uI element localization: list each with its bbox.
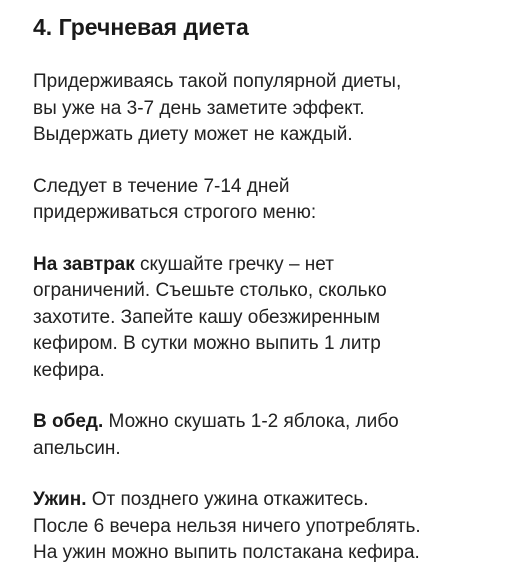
breakfast-first-line	[33, 252, 513, 279]
dinner-first-line	[33, 487, 513, 514]
breakfast-label: На завтрак	[33, 253, 135, 275]
dinner-label: Ужин.	[33, 489, 87, 510]
lunch-first-line	[33, 409, 513, 436]
dinner-line: После 6 вечера нельзя ничего употреблять.	[33, 515, 421, 537]
breakfast-line: кефира.	[33, 359, 105, 381]
dinner-paragraph	[33, 487, 513, 567]
dinner-line: На ужин можно выпить полстакана кефира.	[33, 542, 420, 563]
dinner-text: От позднего ужина откажитесь.	[86, 489, 369, 510]
intro-paragraph	[33, 69, 513, 149]
section-heading: 4. Гречневая диета	[33, 14, 249, 40]
breakfast-line: кефиром. В сутки можно выпить 1 литр	[33, 333, 381, 354]
lunch-text: Можно скушать 1-2 яблока, либо	[103, 411, 399, 432]
duration-line: придерживаться строгого меню:	[33, 202, 317, 223]
intro-line: Выдержать диету может не каждый.	[33, 124, 353, 145]
lunch-paragraph	[33, 409, 513, 462]
lunch-line: апельсин.	[33, 437, 121, 459]
breakfast-line: захотите. Запейте кашу обезжиренным	[33, 306, 381, 328]
article	[33, 12, 513, 567]
breakfast-line: ограничений. Съешьте столько, сколько	[33, 280, 387, 301]
duration-paragraph	[33, 174, 513, 227]
lunch-label: В обед.	[33, 411, 104, 432]
intro-line: вы уже на 3-7 день заметите эффект.	[33, 97, 365, 119]
intro-line: Придерживаясь такой популярной диеты,	[33, 71, 402, 92]
breakfast-paragraph	[33, 252, 513, 385]
duration-line: Следует в течение 7-14 дней	[33, 175, 290, 197]
breakfast-text: скушайте гречку – нет	[134, 253, 334, 275]
